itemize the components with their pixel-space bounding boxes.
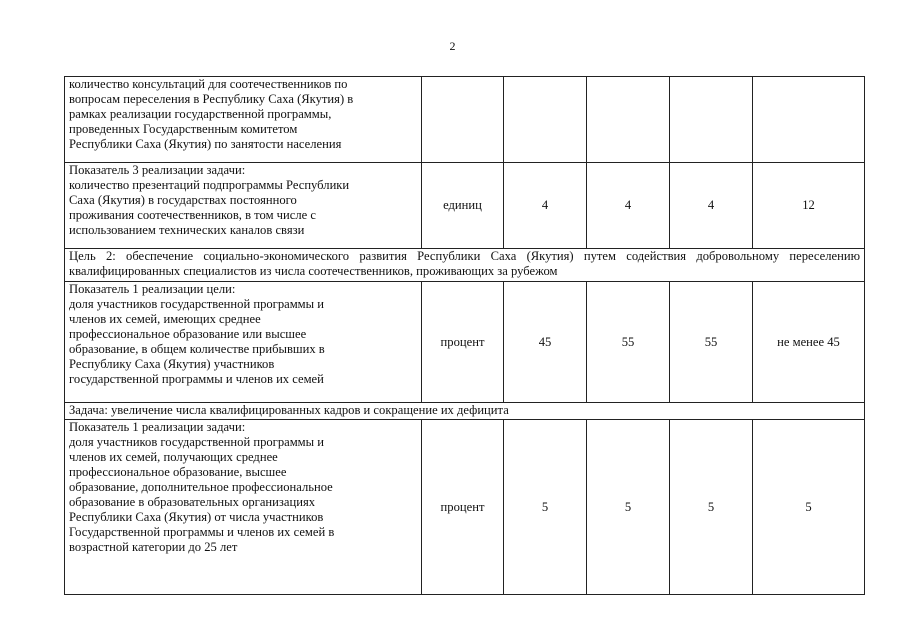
- description-line: профессиональное образование, высшее: [69, 465, 287, 479]
- value-cell-3: [670, 77, 753, 163]
- description-line: проведенных Государственным комитетом: [69, 122, 298, 136]
- description-line: Показатель 1 реализации задачи:: [69, 420, 246, 434]
- indicators-table: [64, 76, 865, 595]
- description-line: возрастной категории до 25 лет: [69, 540, 238, 554]
- description-line: Республики Саха (Якутия) по занятости населения: [69, 137, 342, 151]
- value-cell-2: 4: [587, 163, 670, 249]
- value-cell-total: [753, 77, 865, 163]
- value-cell-1: 4: [504, 163, 587, 249]
- indicator-description: [65, 77, 422, 163]
- description-line: Республику Саха (Якутия) участников: [69, 357, 275, 371]
- indicator-row: [65, 282, 865, 403]
- value-cell-3: 5: [670, 420, 753, 595]
- description-line: Показатель 3 реализации задачи:: [69, 163, 246, 177]
- goal-row: [65, 249, 865, 282]
- value-cell-2: 5: [587, 420, 670, 595]
- unit-cell: единиц: [422, 163, 504, 249]
- indicators-table-body: [65, 77, 865, 595]
- indicator-row: [65, 163, 865, 249]
- indicator-description: [65, 420, 422, 595]
- description-line: Показатель 1 реализации цели:: [69, 282, 236, 296]
- description-line: количество презентаций подпрограммы Республики: [69, 178, 350, 192]
- value-cell-1: [504, 77, 587, 163]
- value-cell-1: 5: [504, 420, 587, 595]
- description-line: Саха (Якутия) в государствах постоянного: [69, 193, 297, 207]
- description-line: образование, в общем количестве прибывших в: [69, 342, 325, 356]
- value-cell-3: 4: [670, 163, 753, 249]
- description-line: Республики Саха (Якутия) от числа участников: [69, 510, 324, 524]
- indicator-description: [65, 163, 422, 249]
- description-line: государственной программы и членов их семей: [69, 372, 324, 386]
- unit-cell: [422, 77, 504, 163]
- description-line: членов их семей, имеющих среднее: [69, 312, 261, 326]
- unit-cell: процент: [422, 282, 504, 403]
- goal-row: [65, 403, 865, 420]
- indicator-row: [65, 420, 865, 595]
- description-line: рамках реализации государственной программы,: [69, 107, 332, 121]
- description-line: образование, дополнительное профессиональное: [69, 480, 333, 494]
- value-cell-total: не менее 45: [753, 282, 865, 403]
- description-line: вопросам переселения в Республику Саха (Якутия) в: [69, 92, 354, 106]
- description-line: количество консультаций для соотечественников по: [69, 77, 348, 91]
- description-line: членов их семей, получающих среднее: [69, 450, 278, 464]
- description-line: профессиональное образование или высшее: [69, 327, 307, 341]
- description-line: проживания соотечественников, в том числе с: [69, 208, 316, 222]
- description-line: доля участников государственной программы и: [69, 435, 325, 449]
- value-cell-total: 5: [753, 420, 865, 595]
- value-cell-3: 55: [670, 282, 753, 403]
- unit-cell: процент: [422, 420, 504, 595]
- value-cell-1: 45: [504, 282, 587, 403]
- description-line: доля участников государственной программы и: [69, 297, 325, 311]
- indicator-description: [65, 282, 422, 403]
- goal-text: Задача: увеличение числа квалифицированных кадров и сокращение их дефицита: [65, 403, 865, 420]
- description-line: использованием технических каналов связи: [69, 223, 305, 237]
- description-line: Государственной программы и членов их семей в: [69, 525, 335, 539]
- page-number: 2: [449, 39, 456, 53]
- value-cell-2: [587, 77, 670, 163]
- value-cell-2: 55: [587, 282, 670, 403]
- indicator-row: [65, 77, 865, 163]
- value-cell-total: 12: [753, 163, 865, 249]
- goal-text: Цель 2: обеспечение социально-экономического развития Республики Саха (Якутия) путем содействия добровольному переселению квалифицированных специалистов из числа соотечественников, проживающих за рубежом: [65, 249, 865, 282]
- description-line: образование в образовательных организациях: [69, 495, 316, 509]
